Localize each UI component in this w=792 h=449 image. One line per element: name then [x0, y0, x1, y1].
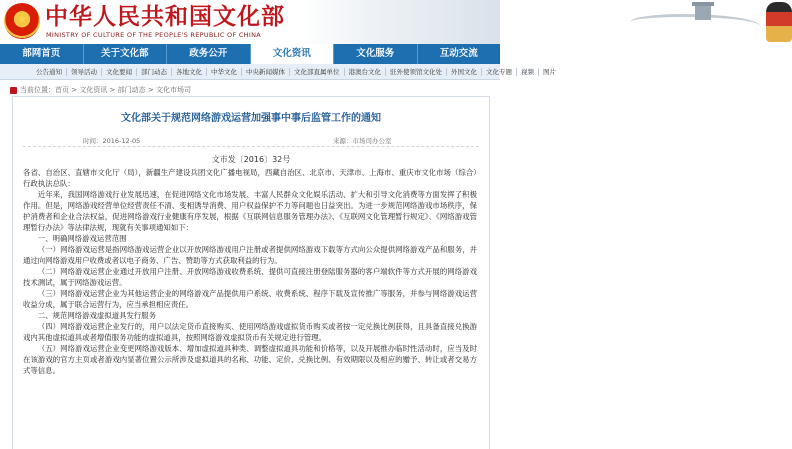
nav-item-about[interactable]: 关于文化部 [84, 44, 168, 64]
nav-item-home[interactable]: 部网首页 [0, 44, 84, 64]
subnav-item[interactable]: 文化部直属单位 [290, 68, 345, 76]
article-meta [23, 133, 479, 147]
article-paragraph: （一）网络游戏运营是指网络游戏运营企业以开放网络游戏用户注册或者提供网络游戏下载等方式向公众提供网络游戏产品和服务，并通过向网络游戏用户收费或者以电子商务、广告、赞助等方式获取利益的行为。 [23, 245, 477, 265]
document-number: 文市发〔2016〕32号 [211, 155, 291, 164]
subnav-item[interactable]: 领导活动 [67, 68, 102, 76]
nav-item-interaction[interactable]: 互动交流 [439, 48, 478, 59]
nav-item-culture-services[interactable]: 文化服务 [334, 44, 418, 64]
ministry-title-en: MINISTRY OF CULTURE OF THE PEOPLE'S REPUBLIC OF CHINA [46, 31, 261, 39]
subnav-item[interactable]: 视频 [517, 68, 539, 76]
subnav-item[interactable]: 图片 [543, 67, 556, 76]
nav-item-culture-news[interactable]: 文化资讯 [251, 44, 335, 64]
article-paragraph: （四）网络游戏运营企业发行的，用户以法定货币直接购买、使用网络游戏虚拟货币购买或者按一定兑换比例获得，且具备直接兑换游戏内其他虚拟道具或者增值服务功能的虚拟道具，按照网络游戏虚拟货币有关规定进行管理。 [23, 322, 477, 342]
main-nav [0, 44, 500, 64]
subnav-item[interactable]: 外国文化 [447, 68, 482, 76]
national-emblem-icon: ★ [4, 3, 40, 39]
article-paragraph: 近年来，我国网络游戏行业发展迅速，在促进网络文化市场发展、丰富人民群众文化娱乐活动、扩大和引导文化消费等方面发挥了积极作用。但是，网络游戏经营单位经营责任不清、变相诱导消费、用户权益保护不力等问题也日益突出。为进一步规范网络游戏市场秩序，保护消费者和企业合法权益，促进网络游戏行业健康有序发展，根据《互联网信息服务管理办法》、《互联网文化管理暂行规定》、《网络游戏管理暂行办法》等法律法规，现就有关事项通知如下： [23, 190, 477, 232]
header-banner-image [300, 0, 500, 44]
ministry-title[interactable]: 中华人民共和国文化部 [45, 3, 285, 30]
breadcrumb [10, 84, 191, 96]
subnav-item[interactable]: 驻外使领馆文化处 [386, 68, 447, 76]
home-icon [10, 87, 17, 94]
article-paragraph: （五）网络游戏运营企业变更网络游戏版本、增加虚拟道具种类、调整虚拟道具功能和价格等，以及开展推办临时性活动时，应当及时在该游戏的官方主页或者游戏内显著位置公示所涉及虚拟道具的名称、功能、定价、兑换比例、有效期限以及相应的赠予、转让或者交易方式等信息。 [23, 344, 477, 375]
sub-nav [0, 64, 556, 80]
subnav-item[interactable]: 文化专题 [482, 68, 517, 76]
subnav-item[interactable]: 部门动态 [137, 68, 172, 76]
subnav-item[interactable]: 公告通知 [32, 68, 67, 76]
publish-time: 时间：2016-12-05 [83, 137, 141, 145]
article-paragraph: 各省、自治区、直辖市文化厅（局），新疆生产建设兵团文化广播电视局，西藏自治区、北京市、天津市、上海市、重庆市文化市场（综合）行政执法总队： [23, 168, 477, 188]
article-source: 来源：市场司办公室 [333, 137, 392, 145]
watchtower-graphic [695, 6, 711, 20]
nav-item-government-affairs[interactable]: 政务公开 [167, 44, 251, 64]
section-heading: 二、规范网络游戏虚拟道具发行服务 [37, 311, 157, 320]
subnav-item[interactable]: 中华文化 [207, 68, 242, 76]
article-paragraph: （三）网络游戏运营企业为其他运营企业的网络游戏产品提供用户系统、收费系统、程序下载及宣传推广等服务，并参与网络游戏运营收益分成，属于联合运营行为，应当承担相应责任。 [23, 289, 477, 309]
subnav-item[interactable]: 各地文化 [172, 68, 207, 76]
opera-figure-graphic [766, 2, 792, 42]
site-header [0, 0, 500, 44]
article-paragraph: （二）网络游戏运营企业通过开放用户注册、开放网络游戏收费系统、提供可直接注册登陆服务器的客户端软件等方式开展的网络游戏技术测试，属于网络游戏运营。 [23, 267, 477, 287]
subnav-item[interactable]: 中央新闻媒体 [242, 68, 290, 76]
breadcrumb-text[interactable]: 当前位置：首页 > 文化资讯 > 部门动态 > 文化市场司 [20, 86, 191, 94]
subnav-item[interactable]: 文化要闻 [102, 68, 137, 76]
article-panel [12, 96, 490, 449]
subnav-item[interactable]: 港澳台文化 [345, 68, 387, 76]
article-body [23, 167, 477, 376]
section-heading: 一、明确网络游戏运营范围 [37, 234, 127, 243]
article-title: 文化部关于规范网络游戏运营加强事中事后监管工作的通知 [121, 113, 381, 124]
